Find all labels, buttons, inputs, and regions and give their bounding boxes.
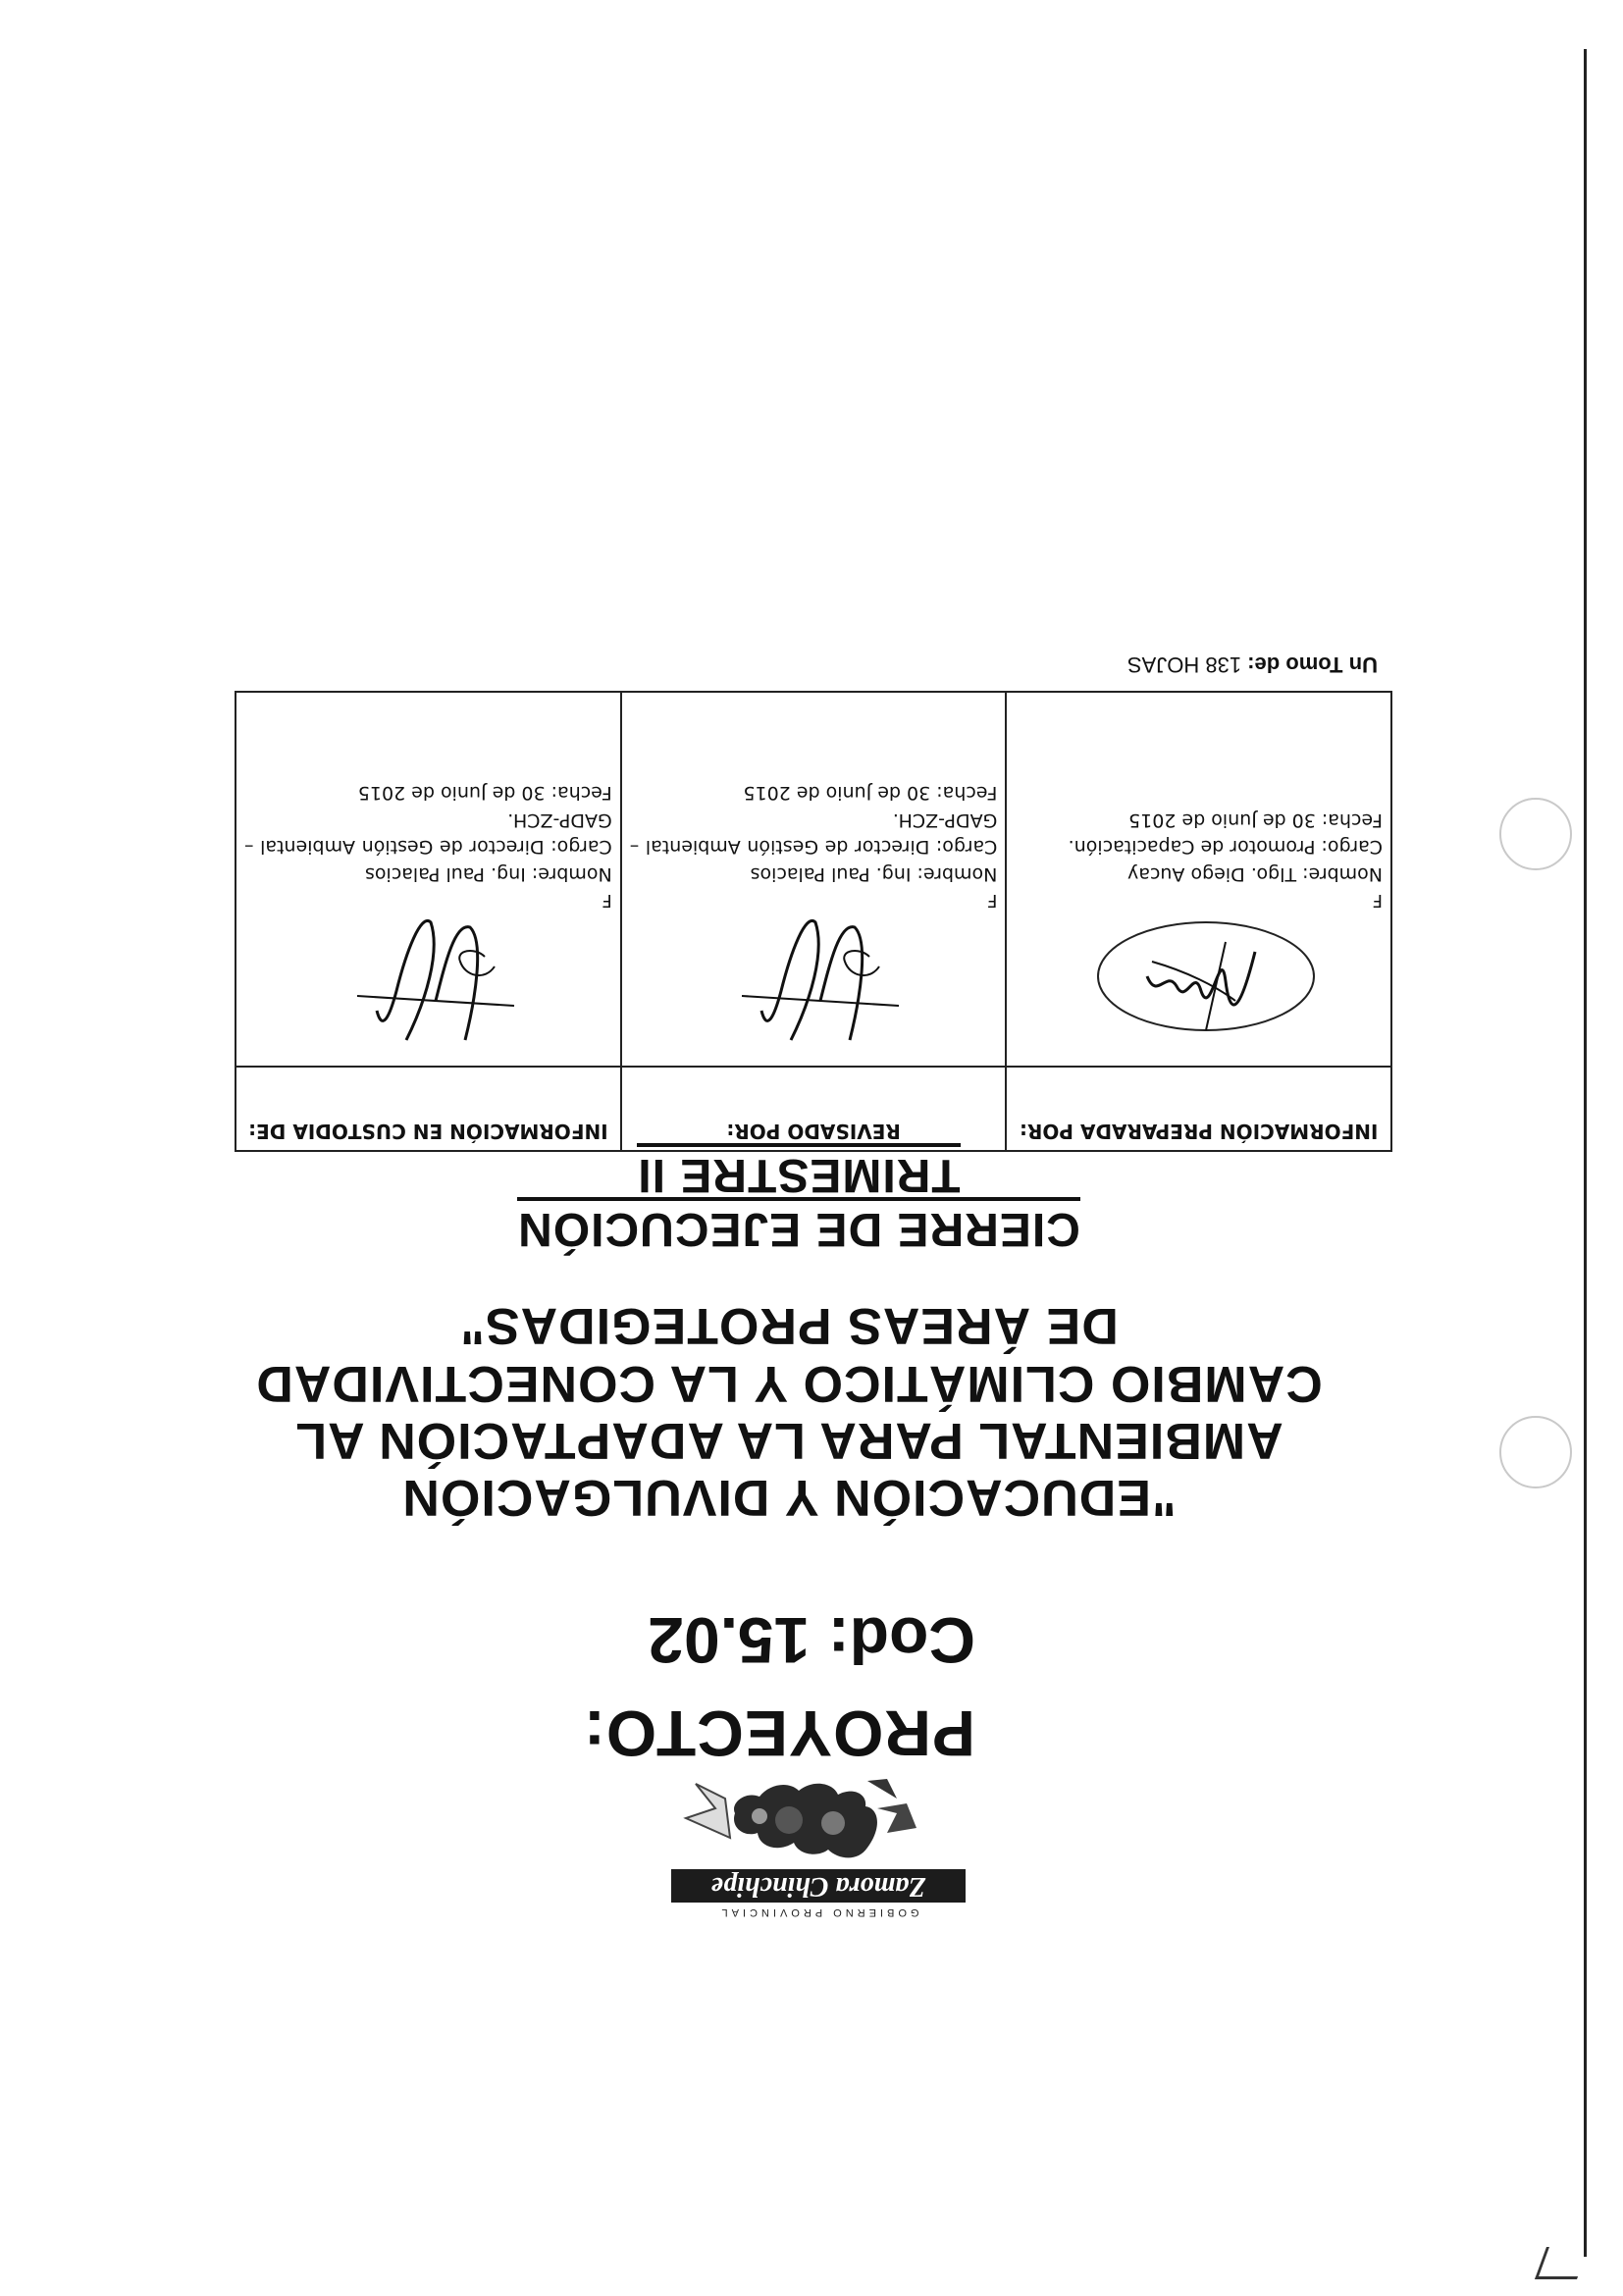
nombre-revisado: Nombre: Ing. Paul Palacios [750, 862, 998, 885]
header-preparada: INFORMACIÓN PREPARADA POR: [1006, 1067, 1391, 1151]
tomo-line [1127, 652, 1378, 677]
header-custodia: INFORMACIÓN EN CUSTODIA DE: [236, 1067, 621, 1151]
provincial-logo [593, 1771, 966, 1918]
closing-title-text: CIERRE DE EJECUCIÓN TRIMESTRE II [517, 1143, 1080, 1255]
closing-title [387, 1148, 1211, 1256]
tomo-label: Un Tomo de: [1247, 652, 1378, 677]
logo-emblem-icon [671, 1774, 926, 1867]
nombre-preparada: Nombre: Tlgo. Diego Aucay [1127, 862, 1383, 885]
signature-cell-revisado [621, 692, 1007, 1067]
fecha-preparada: Fecha: 30 de Junio de 2015 [1128, 809, 1383, 831]
handwritten-signature [318, 913, 553, 1060]
signature-area [244, 913, 612, 1060]
project-title: "EDUCACIÓN Y DIVULGACIÓN AMBIENTAL PARA LA ADAPTACIÓN AL CAMBIO CLIMÁTICO Y LA CONECTIVIDAD DE ÁREAS PROTEGIDAS" [255, 1297, 1323, 1526]
signature-table [235, 691, 1392, 1152]
cargo-revisado: Cargo: Director de Gestión Ambiental – GADP-ZCH. [629, 809, 998, 859]
cargo-custodia: Cargo: Director de Gestión Ambiental – GADP-ZCH. [244, 809, 612, 859]
header-revisado: REVISADO POR: [621, 1067, 1007, 1151]
f-label: F [1372, 890, 1383, 911]
fecha-custodia: Fecha: 30 de Junio de 2015 [357, 782, 612, 805]
signature-body-row [236, 692, 1391, 1067]
f-label: F [602, 890, 612, 911]
signature-area [630, 913, 998, 1060]
proyecto-label: PROYECTO: [582, 1697, 975, 1770]
signature-area [1015, 913, 1383, 1060]
cargo-preparada: Cargo: Promotor de Capacitación. [1068, 836, 1383, 859]
fecha-revisado: Fecha: 30 de Junio de 2015 [743, 782, 998, 805]
signature-header-row [236, 1067, 1391, 1151]
handwritten-signature-stamp [1088, 913, 1324, 1060]
signature-cell-custodia [236, 692, 621, 1067]
logo-line2: Zamora Chinchipe [671, 1869, 966, 1903]
handwritten-signature [703, 913, 938, 1060]
signature-cell-preparada [1006, 692, 1391, 1067]
project-code: Cod: 15.02 [648, 1604, 975, 1677]
f-label: F [987, 890, 998, 911]
logo-line1: GOBIERNO PROVINCIAL [717, 1906, 919, 1918]
nombre-custodia: Nombre: Ing. Paul Palacios [365, 862, 612, 885]
tomo-value: 138 HOJAS [1126, 652, 1242, 677]
